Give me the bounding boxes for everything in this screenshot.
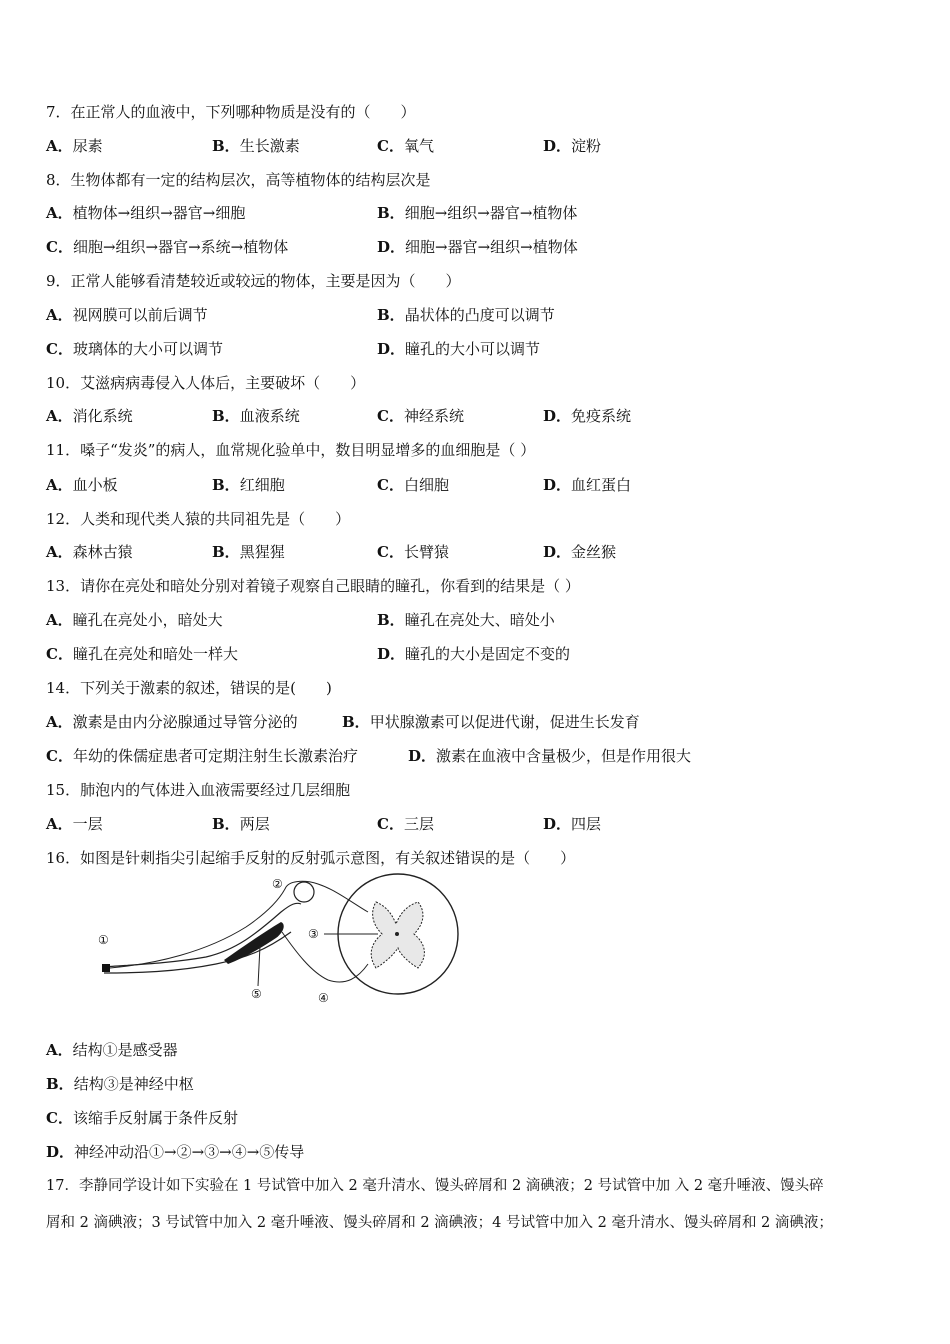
option-label: B． bbox=[342, 713, 370, 731]
option-label: C． bbox=[377, 137, 404, 155]
option-text: 神经系统 bbox=[403, 407, 464, 425]
q16-option-d[interactable] bbox=[46, 1142, 304, 1162]
option-label: D． bbox=[377, 645, 406, 663]
option-text: 长臂猿 bbox=[403, 543, 449, 561]
option-label: C． bbox=[377, 543, 404, 561]
option-text: 血液系统 bbox=[239, 407, 300, 425]
option-label: D． bbox=[377, 238, 406, 256]
option-text: 甲状腺激素可以促进代谢，促进生长发育 bbox=[369, 713, 640, 731]
q11-option-d[interactable] bbox=[543, 475, 631, 495]
option-text: 该缩手反射属于条件反射 bbox=[72, 1109, 238, 1127]
central-canal bbox=[395, 932, 399, 936]
option-text: 年幼的侏儒症患者可定期注射生长激素治疗 bbox=[72, 747, 358, 765]
q16-option-c[interactable] bbox=[46, 1108, 238, 1128]
option-label: D． bbox=[377, 340, 406, 358]
q16-option-b[interactable] bbox=[46, 1074, 194, 1094]
option-label: A． bbox=[46, 306, 73, 324]
option-text: 瞳孔在亮处和暗处一样大 bbox=[72, 645, 238, 663]
q13-option-b[interactable] bbox=[377, 610, 555, 630]
option-text: 两层 bbox=[239, 815, 270, 833]
option-label: D． bbox=[543, 407, 572, 425]
option-text: 瞳孔在亮处大、暗处小 bbox=[404, 611, 555, 629]
q13-option-a[interactable] bbox=[46, 610, 223, 630]
question-17-stem-line-2: 屑和 2 滴碘液；3 号试管中加入 2 毫升唾液、馒头碎屑和 2 滴碘液；4 号试管中加入 2 毫升清水、馒头碎屑和 2 滴碘液； bbox=[46, 1215, 833, 1231]
option-label: D． bbox=[408, 747, 437, 765]
q14-option-b[interactable] bbox=[342, 712, 640, 732]
option-label: C． bbox=[377, 407, 404, 425]
option-label: A． bbox=[46, 713, 73, 731]
option-text: 白细胞 bbox=[403, 476, 449, 494]
option-label: C． bbox=[377, 815, 404, 833]
q8-option-d[interactable] bbox=[377, 237, 578, 257]
option-text: 黑猩猩 bbox=[239, 543, 285, 561]
option-text: 生长激素 bbox=[239, 137, 300, 155]
q13-option-c[interactable] bbox=[46, 644, 238, 664]
option-text: 激素在血液中含量极少，但是作用很大 bbox=[436, 747, 692, 765]
q7-option-a[interactable] bbox=[46, 136, 103, 156]
q12-option-b[interactable] bbox=[212, 542, 285, 562]
q8-option-c[interactable] bbox=[46, 237, 288, 257]
question-14-stem: 14．下列关于激素的叙述，错误的是( ) bbox=[46, 679, 332, 697]
option-text: 四层 bbox=[571, 815, 602, 833]
option-text: 细胞→组织→器官→系统→植物体 bbox=[72, 238, 289, 256]
option-text: 氧气 bbox=[403, 137, 434, 155]
option-label: B． bbox=[377, 204, 405, 222]
option-label: C． bbox=[46, 1109, 73, 1127]
q12-option-c[interactable] bbox=[377, 542, 449, 562]
q14-option-c[interactable] bbox=[46, 746, 358, 766]
option-text: 视网膜可以前后调节 bbox=[72, 306, 208, 324]
option-text: 尿素 bbox=[72, 137, 103, 155]
option-text: 植物体→组织→器官→细胞 bbox=[72, 204, 246, 222]
q14-option-a[interactable] bbox=[46, 712, 298, 732]
option-text: 细胞→器官→组织→植物体 bbox=[405, 238, 578, 256]
q15-option-b[interactable] bbox=[212, 814, 270, 834]
option-label: C． bbox=[46, 747, 73, 765]
option-text: 血红蛋白 bbox=[571, 476, 632, 494]
option-label: D． bbox=[46, 1143, 75, 1161]
q15-option-a[interactable] bbox=[46, 814, 103, 834]
q11-option-c[interactable] bbox=[377, 475, 449, 495]
option-label: B． bbox=[212, 137, 240, 155]
option-text: 免疫系统 bbox=[571, 407, 632, 425]
option-text: 玻璃体的大小可以调节 bbox=[72, 340, 223, 358]
motor-neuron bbox=[282, 932, 368, 982]
option-label: B． bbox=[46, 1075, 74, 1093]
label-leader-5 bbox=[258, 946, 260, 986]
option-label: B． bbox=[377, 611, 405, 629]
option-label: B． bbox=[212, 543, 240, 561]
q12-option-d[interactable] bbox=[543, 542, 616, 562]
q9-option-d[interactable] bbox=[377, 339, 540, 359]
option-text: 晶状体的凸度可以调节 bbox=[404, 306, 555, 324]
option-text: 三层 bbox=[403, 815, 434, 833]
option-text: 激素是由内分泌腺通过导管分泌的 bbox=[72, 713, 298, 731]
figure-label-3: ③ bbox=[308, 927, 319, 941]
option-text: 瞳孔的大小可以调节 bbox=[405, 340, 541, 358]
q8-option-b[interactable] bbox=[377, 203, 577, 223]
question-13-stem: 13．请你在亮处和暗处分别对着镜子观察自己眼睛的瞳孔，你看到的结果是（ ） bbox=[46, 577, 580, 595]
q10-option-c[interactable] bbox=[377, 406, 464, 426]
option-label: A． bbox=[46, 611, 73, 629]
question-15-stem: 15．肺泡内的气体进入血液需要经过几层细胞 bbox=[46, 781, 351, 799]
option-text: 森林古猿 bbox=[72, 543, 133, 561]
q15-option-d[interactable] bbox=[543, 814, 601, 834]
q7-option-c[interactable] bbox=[377, 136, 434, 156]
option-text: 红细胞 bbox=[239, 476, 285, 494]
option-label: C． bbox=[46, 238, 73, 256]
q7-option-d[interactable] bbox=[543, 136, 601, 156]
option-label: A． bbox=[46, 815, 73, 833]
question-9-stem: 9．正常人能够看清楚较近或较远的物体，主要是因为（ ） bbox=[46, 272, 461, 290]
q10-option-d[interactable] bbox=[543, 406, 631, 426]
reflex-arc-diagram bbox=[96, 872, 466, 1012]
option-label: B． bbox=[377, 306, 405, 324]
q9-option-a[interactable] bbox=[46, 305, 208, 325]
q15-option-c[interactable] bbox=[377, 814, 434, 834]
q16-option-a[interactable] bbox=[46, 1040, 178, 1060]
question-8-stem: 8．生物体都有一定的结构层次，高等植物体的结构层次是 bbox=[46, 171, 431, 189]
figure-label-4: ④ bbox=[318, 991, 329, 1005]
option-label: C． bbox=[46, 645, 73, 663]
option-text: 血小板 bbox=[72, 476, 118, 494]
option-text: 瞳孔的大小是固定不变的 bbox=[405, 645, 571, 663]
option-label: A． bbox=[46, 137, 73, 155]
question-7-stem: 7．在正常人的血液中，下列哪种物质是没有的（ ） bbox=[46, 103, 416, 121]
figure-label-5: ⑤ bbox=[251, 987, 262, 1001]
option-text: 瞳孔在亮处小，暗处大 bbox=[72, 611, 223, 629]
q9-option-b[interactable] bbox=[377, 305, 555, 325]
option-label: D． bbox=[543, 476, 572, 494]
q14-option-d[interactable] bbox=[408, 746, 691, 766]
option-text: 细胞→组织→器官→植物体 bbox=[404, 204, 578, 222]
q13-option-d[interactable] bbox=[377, 644, 570, 664]
option-label: C． bbox=[46, 340, 73, 358]
option-text: 金丝猴 bbox=[571, 543, 617, 561]
option-text: 淀粉 bbox=[571, 137, 602, 155]
q7-option-b[interactable] bbox=[212, 136, 300, 156]
question-11-stem: 11．嗓子“发炎”的病人，血常规化验单中，数目明显增多的血细胞是（ ） bbox=[46, 441, 536, 459]
option-text: 神经冲动沿①→②→③→④→⑤传导 bbox=[74, 1143, 305, 1161]
question-17-stem: 17．李静同学设计如下实验在 1 号试管中加入 2 毫升清水、馒头碎屑和 2 滴碘液；2 号试管中加 入 2 毫升唾液、馒头碎 bbox=[46, 1178, 824, 1194]
option-text: 消化系统 bbox=[72, 407, 133, 425]
option-label: D． bbox=[543, 543, 572, 561]
option-label: B． bbox=[212, 407, 240, 425]
option-label: A． bbox=[46, 407, 73, 425]
option-text: 一层 bbox=[72, 815, 103, 833]
q10-option-a[interactable] bbox=[46, 406, 133, 426]
fingertip-receptor bbox=[102, 964, 110, 972]
q12-option-a[interactable] bbox=[46, 542, 133, 562]
figure-label-1: ① bbox=[98, 933, 109, 947]
option-label: D． bbox=[543, 815, 572, 833]
option-text: 结构①是感受器 bbox=[72, 1041, 178, 1059]
option-label: B． bbox=[212, 815, 240, 833]
question-16-stem: 16．如图是针刺指尖引起缩手反射的反射弧示意图，有关叙述错误的是（ ） bbox=[46, 849, 576, 867]
question-10-stem: 10．艾滋病病毒侵入人体后，主要破坏（ ） bbox=[46, 374, 366, 392]
figure-label-2: ② bbox=[272, 877, 283, 891]
option-label: A． bbox=[46, 476, 73, 494]
option-label: C． bbox=[377, 476, 404, 494]
option-label: A． bbox=[46, 1041, 73, 1059]
q10-option-b[interactable] bbox=[212, 406, 300, 426]
q8-option-a[interactable] bbox=[46, 203, 245, 223]
option-label: D． bbox=[543, 137, 572, 155]
q11-option-b[interactable] bbox=[212, 475, 285, 495]
q11-option-a[interactable] bbox=[46, 475, 118, 495]
question-12-stem: 12．人类和现代类人猿的共同祖先是（ ） bbox=[46, 510, 351, 528]
option-text: 结构③是神经中枢 bbox=[73, 1075, 194, 1093]
option-label: A． bbox=[46, 204, 73, 222]
option-label: A． bbox=[46, 543, 73, 561]
ganglion bbox=[294, 882, 314, 902]
q9-option-c[interactable] bbox=[46, 339, 223, 359]
option-label: B． bbox=[212, 476, 240, 494]
